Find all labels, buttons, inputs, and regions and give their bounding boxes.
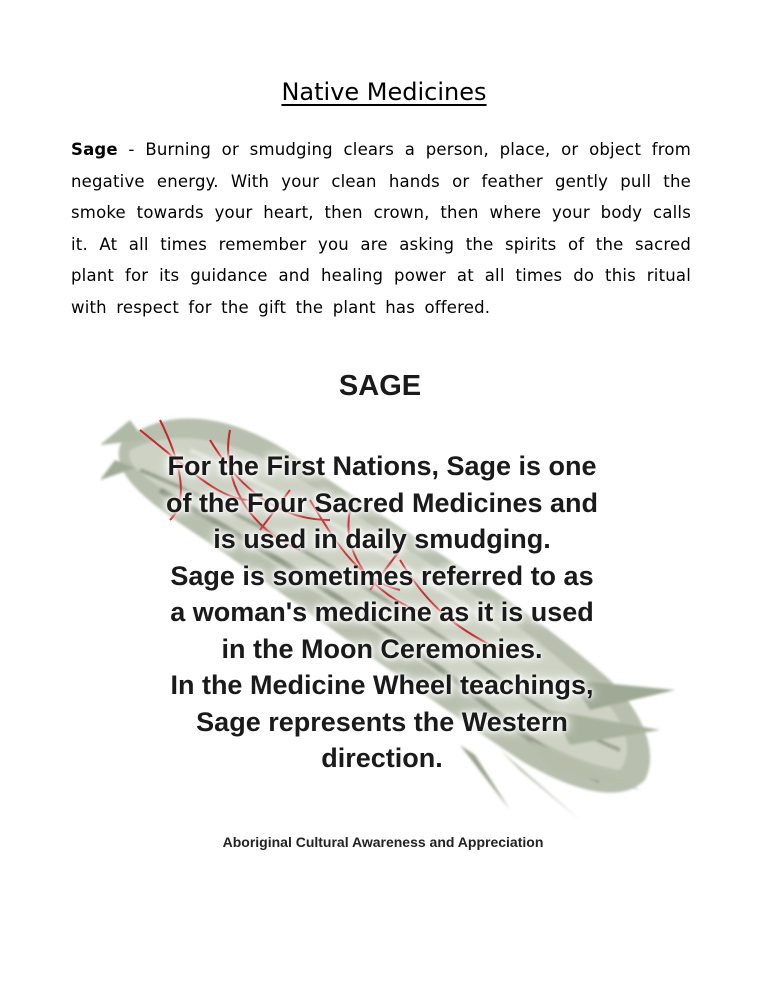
- figure-line: Sage represents the Western: [196, 706, 568, 737]
- figure-heading: SAGE: [338, 370, 422, 402]
- figure-line: Sage is sometimes referred to as: [170, 560, 594, 591]
- sage-infographic: [100, 350, 680, 870]
- figure-line: in the Moon Ceremonies.: [221, 633, 543, 664]
- page-title: Native Medicines: [281, 78, 487, 106]
- figure-line: a woman's medicine as it is used: [170, 597, 594, 627]
- figure-credit: Aboriginal Cultural Awareness and Appreciation: [222, 834, 544, 850]
- sage-paragraph: [71, 134, 691, 323]
- term-separator: -: [117, 140, 146, 159]
- figure-body: [122, 448, 642, 777]
- figure-line: direction.: [321, 743, 443, 773]
- figure-line: of the Four Sacred Medicines and: [165, 487, 599, 518]
- figure-line: In the Medicine Wheel teachings,: [170, 670, 594, 700]
- sage-description: Burning or smudging clears a person, place, or object from negative energy. With your clean hands or feather gently pull the smoke towards your heart, then crown, then where your body calls it. At all times remember you are asking the spirits of the sacred plant for its guidance and healing power at all times do this ritual with respect for the gift the plant has offered.: [71, 140, 691, 317]
- sage-term: Sage: [71, 140, 118, 159]
- figure-line: is used in daily smudging.: [213, 524, 551, 554]
- figure-line: For the First Nations, Sage is one: [167, 451, 597, 481]
